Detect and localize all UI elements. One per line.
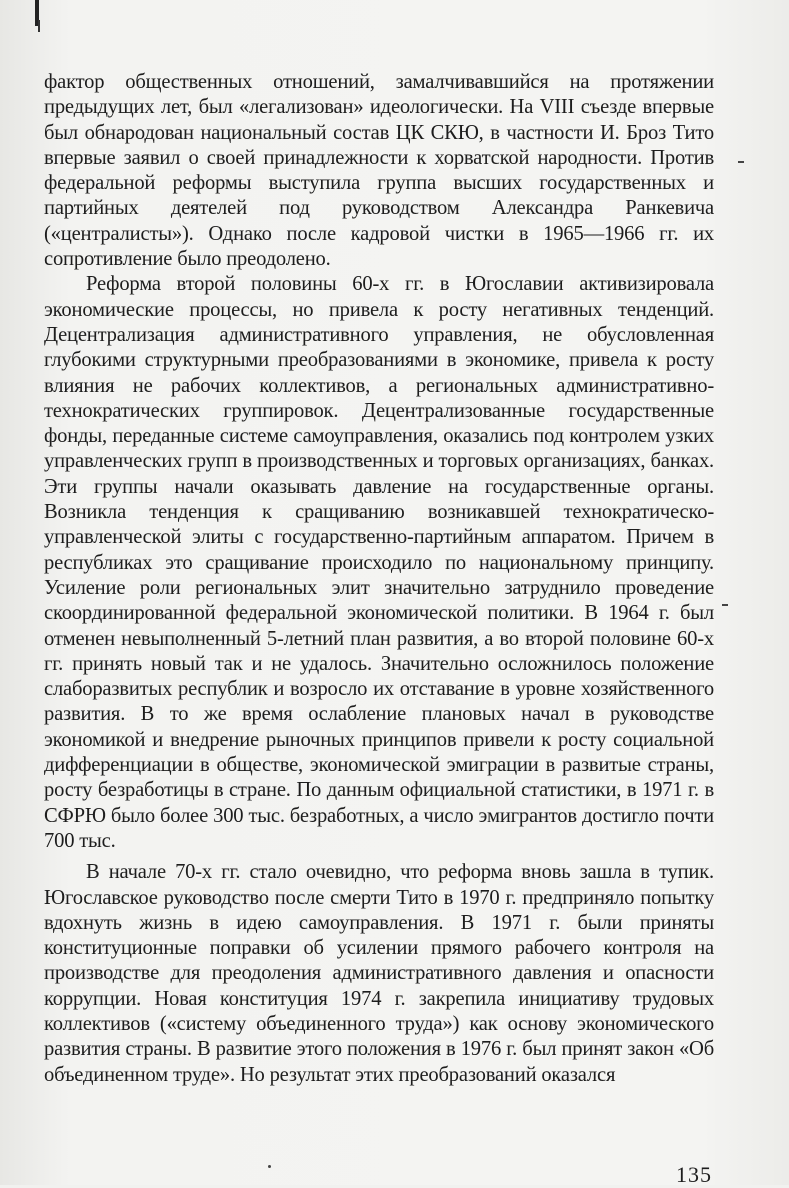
margin-speck	[738, 161, 744, 163]
scan-edge-mark-tail	[38, 20, 40, 32]
page-number: 135	[676, 1162, 712, 1187]
paragraph-2: Реформа второй половины 60-х гг. в Югославии активизировала экономические процессы, но привела к росту негативных тенденций. Децентрализация административного управления, не обусловленная глубокими структурными преобразованиями в экономике, привела к росту влияния не рабочих коллективов, а региональных административно-технократических группировок. Децентрализованные государственные фонды, переданные системе самоуправления, оказались под контролем узких управленческих групп в производственных и торговых организациях, банках. Эти группы начали оказывать давление на государственные органы. Возникла тенденция к сращиванию возникавшей технократическо-управленческой элиты с государственно-партийным аппаратом. Причем в республиках это сращивание происходило по национальному принципу. Усиление роли региональных элит значительно затруднило проведение скоординированной федеральной экономической политики. В 1964 г. был отменен невыполненный 5-летний план развития, а во второй половине 60-х гг. принять новый так и не удалось. Значительно осложнилось положение слаборазвитых республик и возросло их отставание в уровне хозяйственного развития. В то же время ослабление плановых начал в руководстве экономикой и внедрение рыночных принципов привели к росту социальной дифференциации в обществе, экономической эмиграции в развитые страны, росту безработицы в стране. По данным официальной статистики, в 1971 г. в СФРЮ было более 300 тыс. безработных, а число эмигрантов достигло почти 700 тыс.	[44, 273, 714, 852]
margin-speck	[722, 604, 728, 606]
paragraph-1: фактор общественных отношений, замалчивавшийся на протяжении предыдущих лет, был «легализован» идеологически. На VIII съезде впервые был обнародован национальный состав ЦК СКЮ, в частности И. Броз Тито впервые заявил о своей принадлежности к хорватской народности. Против федеральной реформы выступила группа высших государственных и партийных деятелей под руководством Александра Ранкевича («централисты»). Однако после кадровой чистки в 1965—1966 гг. их сопротивление было преодолено.	[44, 71, 714, 271]
margin-speck	[268, 1165, 271, 1168]
body-text	[44, 70, 714, 1088]
paragraph-3: В начале 70-х гг. стало очевидно, что реформа вновь зашла в тупик. Югославское руководство после смерти Тито в 1970 г. предприняло попытку вдохнуть жизнь в идею самоуправления. В 1971 г. были приняты конституционные поправки об усилении прямого рабочего контроля на производстве для преодоления административного давления и опасности коррупции. Новая конституция 1974 г. закрепила инициативу трудовых коллективов («систему объединенного труда») как основу экономического развития страны. В развитие этого положения в 1976 г. был принят закон «Об объединенном труде». Но результат этих преобразований оказался	[44, 861, 714, 1086]
